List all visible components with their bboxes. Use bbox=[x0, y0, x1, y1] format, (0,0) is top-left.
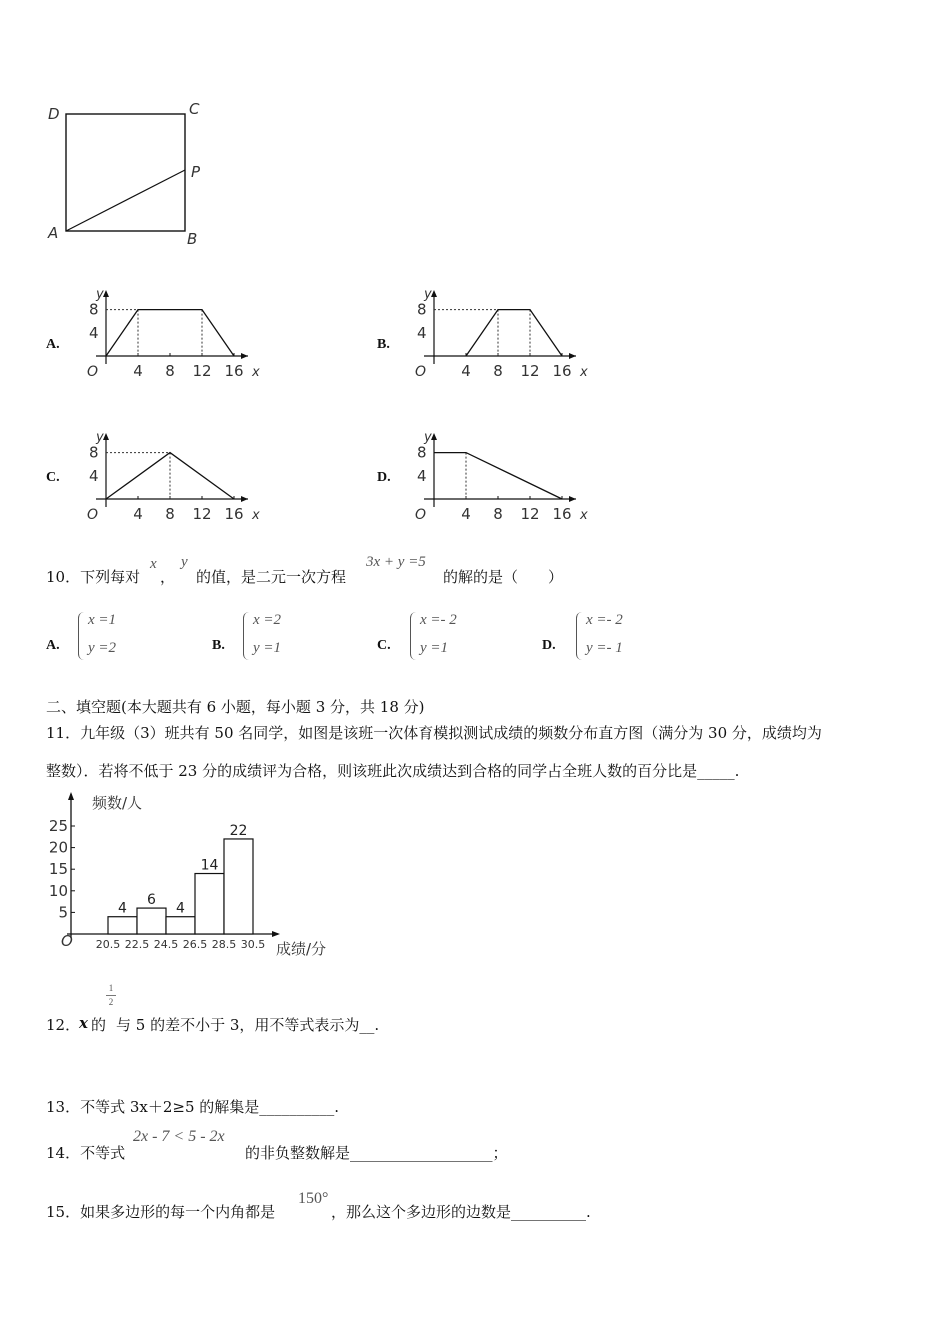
label-d: D bbox=[48, 105, 60, 123]
q12-number: 12． bbox=[46, 1016, 81, 1034]
x-tick-label: 8 bbox=[493, 362, 503, 380]
y-tick-label: 8 bbox=[417, 443, 427, 462]
system-line-1: x =2 bbox=[253, 612, 282, 628]
q12-var-x: x bbox=[79, 1014, 88, 1032]
segment-ap bbox=[66, 170, 185, 231]
y-tick-label: 4 bbox=[89, 323, 99, 342]
option-a-graph bbox=[66, 282, 266, 382]
q10-equation: 3x + y =5 bbox=[366, 554, 426, 570]
x-tick-label: 12 bbox=[520, 505, 540, 523]
x-tick-label: 4 bbox=[133, 362, 143, 380]
brace bbox=[410, 612, 417, 660]
q10-option-b-system[interactable] bbox=[243, 610, 313, 664]
option-b-graph bbox=[394, 282, 594, 382]
bar-value-label: 4 bbox=[176, 900, 185, 917]
x-tick-label: 8 bbox=[165, 362, 175, 380]
x-axis-label: x bbox=[252, 508, 260, 523]
y-tick-label: 20 bbox=[48, 838, 68, 857]
option-a-letter[interactable]: A. bbox=[46, 337, 60, 352]
q14-suffix: 的非负整数解是___________________； bbox=[245, 1144, 508, 1162]
y-axis-label: y bbox=[424, 287, 432, 302]
histogram-bar bbox=[108, 917, 137, 934]
x-axis-label: x bbox=[252, 365, 260, 380]
q12-fraction bbox=[104, 983, 118, 1008]
brace bbox=[243, 612, 250, 660]
q10-comma: ， bbox=[160, 568, 176, 586]
y-axis-arrow bbox=[431, 290, 437, 297]
q10-option-d-letter[interactable]: D. bbox=[542, 638, 556, 653]
y-tick-label: 8 bbox=[417, 300, 427, 319]
histogram-bar bbox=[224, 839, 253, 934]
bar-value-label: 6 bbox=[147, 892, 156, 909]
system-line-2: y =- 1 bbox=[586, 640, 623, 656]
histogram-chart bbox=[46, 786, 346, 966]
origin-label: O bbox=[87, 364, 99, 380]
y-tick-label: 8 bbox=[89, 300, 99, 319]
q15-angle: 150° bbox=[298, 1190, 329, 1207]
x-tick-label: 16 bbox=[224, 362, 244, 380]
option-b-letter[interactable]: B. bbox=[377, 337, 390, 352]
system-line-1: x =1 bbox=[88, 612, 117, 628]
q10-suffix: 的解的是（ ） bbox=[443, 568, 564, 586]
y-axis-label: 频数/人 bbox=[92, 794, 143, 812]
y-tick-label: 25 bbox=[48, 817, 68, 835]
x-tick-label: 16 bbox=[552, 362, 572, 380]
system-line-2: y =1 bbox=[420, 640, 449, 656]
x-axis-arrow bbox=[569, 353, 576, 359]
q10-var-y: y bbox=[181, 554, 188, 570]
square-figure bbox=[40, 95, 220, 255]
x-tick-label: 8 bbox=[165, 505, 175, 523]
q11-line-2: 整数）．若将不低于 23 分的成绩评为合格，则该班此次成绩达到合格的同学占全班人数的百分比是_____. bbox=[46, 762, 740, 780]
x-tick-label: 12 bbox=[520, 362, 540, 380]
q10-option-c-system[interactable] bbox=[410, 610, 490, 664]
x-tick-label: 26.5 bbox=[182, 938, 208, 951]
y-axis-label: y bbox=[96, 287, 104, 302]
y-axis-arrow bbox=[68, 792, 74, 800]
q11-line-1: 11．九年级（3）班共有 50 名同学，如图是该班一次体育模拟测试成绩的频数分布直方图（满分为 30 分，成绩均为 bbox=[46, 724, 822, 742]
y-tick-label: 8 bbox=[89, 443, 99, 462]
system-line-1: x =- 2 bbox=[420, 612, 457, 628]
square-abcd bbox=[66, 114, 185, 231]
q10-option-d-system[interactable] bbox=[576, 610, 656, 664]
option-d-letter[interactable]: D. bbox=[377, 470, 391, 485]
bar-value-label: 14 bbox=[200, 857, 219, 874]
section-2-title: 二、填空题(本大题共有 6 小题，每小题 3 分，共 18 分) bbox=[46, 698, 425, 716]
q14-prefix: 14．不等式 bbox=[46, 1144, 126, 1162]
label-a: A bbox=[48, 224, 59, 242]
option-c-graph bbox=[66, 425, 266, 525]
q10-option-a-system[interactable] bbox=[78, 610, 148, 664]
histogram-bar bbox=[137, 908, 166, 934]
fraction-numerator: 1 bbox=[108, 983, 114, 993]
fraction-bar bbox=[106, 995, 116, 996]
x-tick-label: 8 bbox=[493, 505, 503, 523]
y-tick-label: 4 bbox=[89, 466, 99, 485]
system-line-2: y =1 bbox=[253, 640, 282, 656]
x-tick-label: 22.5 bbox=[124, 938, 150, 951]
q10-var-x: x bbox=[150, 556, 157, 572]
q14-inequality: 2x - 7 < 5 - 2x bbox=[133, 1128, 225, 1145]
bar-value-label: 4 bbox=[118, 900, 127, 917]
function-graph-line bbox=[106, 453, 234, 499]
y-axis-label: y bbox=[96, 430, 104, 445]
system-line-1: x =- 2 bbox=[586, 612, 623, 628]
q10-middle: 的值，是二元一次方程 bbox=[196, 568, 347, 586]
q15-suffix: ，那么这个多边形的边数是__________. bbox=[331, 1203, 591, 1221]
y-tick-label: 4 bbox=[417, 466, 427, 485]
origin-label: O bbox=[415, 507, 427, 523]
y-axis-arrow bbox=[103, 433, 109, 440]
q12-text-2: 与 5 的差不小于 3，用不等式表示为__. bbox=[116, 1016, 380, 1034]
label-c: C bbox=[189, 100, 200, 118]
y-tick-label: 15 bbox=[48, 860, 68, 879]
origin-label: O bbox=[87, 507, 99, 523]
brace bbox=[78, 612, 85, 660]
x-tick-label: 16 bbox=[224, 505, 244, 523]
x-tick-label: 28.5 bbox=[211, 938, 237, 951]
y-tick-label: 5 bbox=[58, 903, 68, 922]
brace bbox=[576, 612, 583, 660]
x-tick-label: 24.5 bbox=[153, 938, 179, 951]
histogram-bar bbox=[166, 917, 195, 934]
y-axis-label: y bbox=[424, 430, 432, 445]
q10-prefix: 10．下列每对 bbox=[46, 568, 141, 586]
y-axis-arrow bbox=[103, 290, 109, 297]
x-axis-label: x bbox=[580, 508, 588, 523]
function-graph-line bbox=[466, 310, 562, 356]
x-axis-arrow bbox=[241, 353, 248, 359]
x-axis-arrow bbox=[569, 496, 576, 502]
q10-option-c-letter[interactable]: C. bbox=[377, 638, 391, 653]
x-tick-label: 20.5 bbox=[95, 938, 121, 951]
label-b: B bbox=[187, 230, 198, 248]
x-tick-label: 16 bbox=[552, 505, 572, 523]
bar-value-label: 22 bbox=[229, 822, 248, 839]
q13-text: 13．不等式 3x＋2≥5 的解集是__________. bbox=[46, 1098, 340, 1116]
histogram-bar bbox=[195, 874, 224, 934]
y-axis-arrow bbox=[431, 433, 437, 440]
x-axis-arrow bbox=[272, 931, 280, 937]
origin-label: O bbox=[415, 364, 427, 380]
x-tick-label: 4 bbox=[461, 362, 471, 380]
x-tick-label: 12 bbox=[192, 505, 212, 523]
x-tick-label: 12 bbox=[192, 362, 212, 380]
option-c-letter[interactable]: C. bbox=[46, 470, 60, 485]
x-axis-label: 成绩/分 bbox=[276, 940, 327, 958]
x-tick-label: 30.5 bbox=[240, 938, 266, 951]
function-graph-line bbox=[434, 453, 562, 499]
q10-option-b-letter[interactable]: B. bbox=[212, 638, 225, 653]
fraction-denominator: 2 bbox=[108, 997, 114, 1007]
system-line-2: y =2 bbox=[88, 640, 117, 656]
x-tick-label: 4 bbox=[461, 505, 471, 523]
x-axis-arrow bbox=[241, 496, 248, 502]
label-p: P bbox=[191, 163, 201, 181]
q12-text-1: 的 bbox=[91, 1016, 107, 1034]
function-graph-line bbox=[106, 310, 234, 356]
x-tick-label: 4 bbox=[133, 505, 143, 523]
option-d-graph bbox=[394, 425, 594, 525]
y-tick-label: 4 bbox=[417, 323, 427, 342]
q10-option-a-letter[interactable]: A. bbox=[46, 638, 60, 653]
x-axis-label: x bbox=[580, 365, 588, 380]
q15-prefix: 15．如果多边形的每一个内角都是 bbox=[46, 1203, 276, 1221]
origin-label: O bbox=[61, 932, 73, 950]
y-tick-label: 10 bbox=[48, 881, 68, 900]
